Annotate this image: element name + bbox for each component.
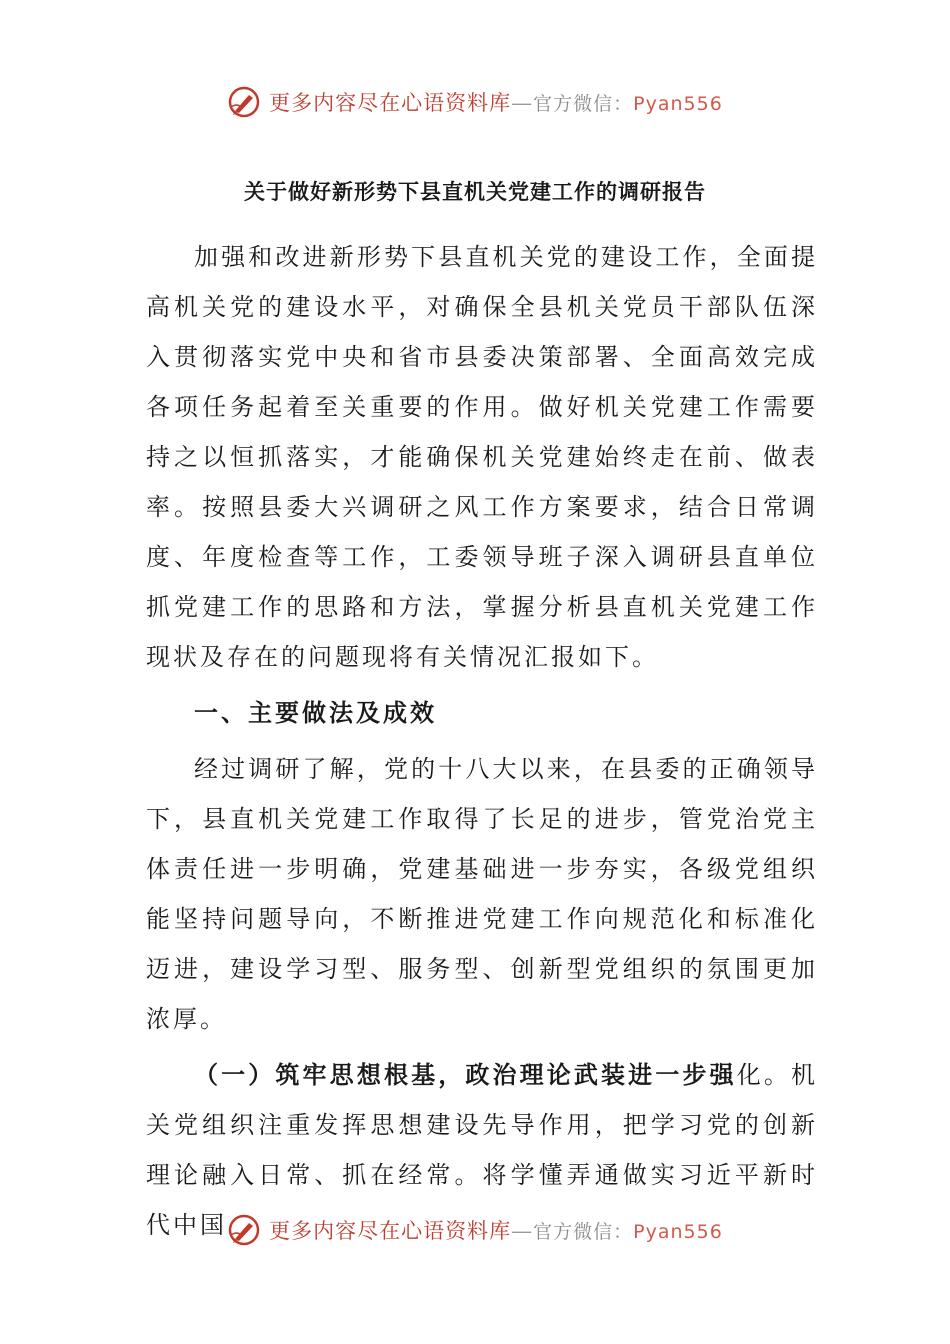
- watermark-text: [269, 87, 723, 117]
- watermark-sub: 官方微信：: [533, 93, 634, 115]
- footer-watermark: [0, 1208, 950, 1252]
- document-body: [146, 232, 818, 1250]
- subsection-text: 化。机关党组织注重发挥思想建设先导作用，把学习党的创新理论融入日常、抓在经常。将学懂弄通做实习近平新时代中国: [146, 1061, 819, 1239]
- subsection-heading: （一）筑牢思想根基，政治理论武装进一步强: [194, 1060, 737, 1089]
- header-watermark: [0, 80, 950, 124]
- watermark-sub: 官方微信：: [533, 1221, 634, 1243]
- watermark-main: 更多内容尽在心语资料库: [269, 91, 512, 115]
- watermark-separator: —: [511, 1219, 534, 1243]
- pen-logo-icon: [227, 1213, 261, 1247]
- watermark-id: Pyan556: [633, 93, 723, 115]
- document-title: 关于做好新形势下县直机关党建工作的调研报告: [244, 179, 706, 204]
- section-paragraph: 经过调研了解，党的十八大以来，在县委的正确领导下，县直机关党建工作取得了长足的进步，管党治党主体责任进一步明确，党建基础进一步夯实，各级党组织能坚持问题导向，不断推进党建工作向规范化和标准化迈进，建设学习型、服务型、创新型党组织的氛围更加浓厚。: [146, 755, 818, 1033]
- intro-paragraph: 加强和改进新形势下县直机关党的建设工作，全面提高机关党的建设水平，对确保全县机关党员干部队伍深入贯彻落实党中央和省市县委决策部署、全面高效完成各项任务起着至关重要的作用。做好机关党建工作需要持之以恒抓落实，才能确保机关党建始终走在前、做表率。按照县委大兴调研之风工作方案要求，结合日常调度、年度检查等工作，工委领导班子深入调研县直单位抓党建工作的思路和方法，掌握分析县直机关党建工作现状及存在的问题现将有关情况汇报如下。: [146, 243, 818, 671]
- watermark-main: 更多内容尽在心语资料库: [269, 1219, 512, 1243]
- watermark-text: [269, 1215, 723, 1245]
- pen-logo-icon: [227, 85, 261, 119]
- watermark-id: Pyan556: [633, 1221, 723, 1243]
- watermark-separator: —: [511, 91, 534, 115]
- section-heading: 一、主要做法及成效: [194, 698, 437, 727]
